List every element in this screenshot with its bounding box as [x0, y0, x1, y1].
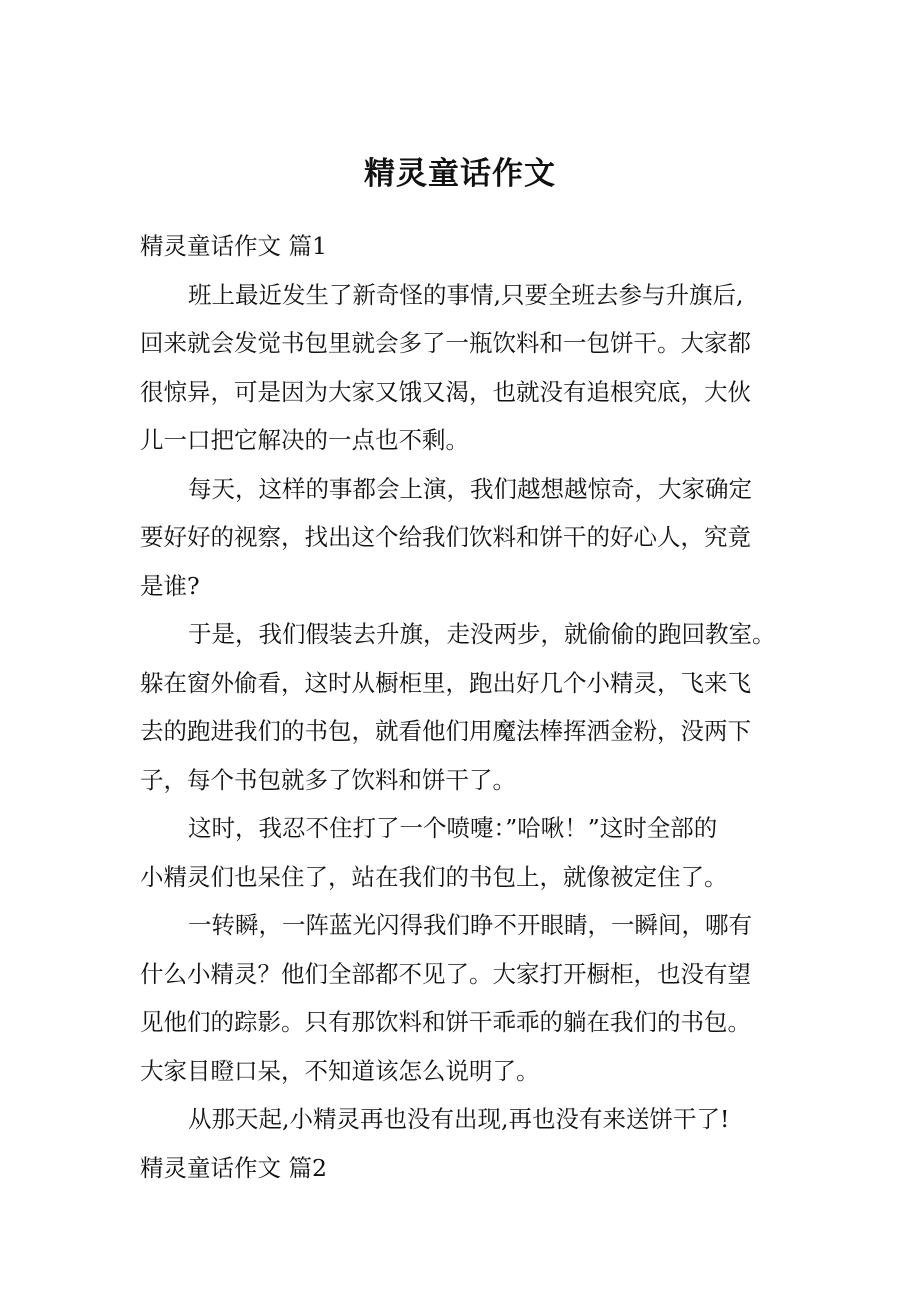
- paragraph: [140, 275, 790, 469]
- text-line: 是谁?: [140, 571, 200, 600]
- text-line: 班上最近发生了新奇怪的事情,只要全班去参与升旗后,: [188, 280, 744, 309]
- text-line: 每天，这样的事都会上演，我们越想越惊奇，大家确定: [188, 474, 752, 503]
- section-heading: [140, 226, 790, 275]
- paragraph: [140, 614, 790, 808]
- text-line: 从那天起,小精灵再也没有出现,再也没有来送饼干了!: [188, 1105, 730, 1133]
- text-line: 回来就会发觉书包里就会多了一瓶饮料和一包饼干。大家都: [140, 329, 751, 357]
- document-body: [140, 226, 790, 1196]
- paragraph: [140, 469, 790, 615]
- text-line: 儿一口把它解决的一点也不剩。: [140, 426, 469, 454]
- text-line: 于是，我们假装去升旗，走没两步，就偷偷的跑回教室。: [188, 620, 776, 648]
- text-line: 一转瞬，一阵蓝光闪得我们睁不开眼睛，一瞬间，哪有: [188, 911, 752, 939]
- text-line: 这时，我忍不住打了一个喷嚏：”哈啾！”这时全部的: [188, 814, 718, 842]
- paragraph: [140, 905, 790, 1099]
- text-line: 什么小精灵？他们全部都不见了。大家打开橱柜，也没有望: [140, 959, 751, 988]
- document-title: 精灵童话作文: [364, 156, 556, 192]
- text-line: 精灵童话作文 篇1: [140, 232, 327, 260]
- text-line: 大家目瞪口呆，不知道该怎么说明了。: [140, 1056, 540, 1085]
- section-heading: [140, 1148, 790, 1197]
- text-line: 见他们的踪影。只有那饮料和饼干乖乖的躺在我们的书包。: [140, 1008, 751, 1036]
- text-line: 子，每个书包就多了饮料和饼干了。: [140, 765, 516, 794]
- text-line: 精灵童话作文 篇2: [140, 1153, 327, 1182]
- text-line: 躲在窗外偷看，这时从橱柜里，跑出好几个小精灵，飞来飞: [140, 668, 751, 697]
- text-line: 很惊异，可是因为大家又饿又渴，也就没有追根究底，大伙: [140, 377, 751, 406]
- text-line: 要好好的视察，找出这个给我们饮料和饼干的好心人，究竟: [140, 523, 751, 551]
- text-line: 小精灵们也呆住了，站在我们的书包上，就像被定住了。: [140, 862, 728, 891]
- paragraph: [140, 808, 790, 905]
- text-line: 去的跑进我们的书包，就看他们用魔法棒挥洒金粉，没两下: [140, 717, 751, 745]
- paragraph: [140, 1099, 790, 1148]
